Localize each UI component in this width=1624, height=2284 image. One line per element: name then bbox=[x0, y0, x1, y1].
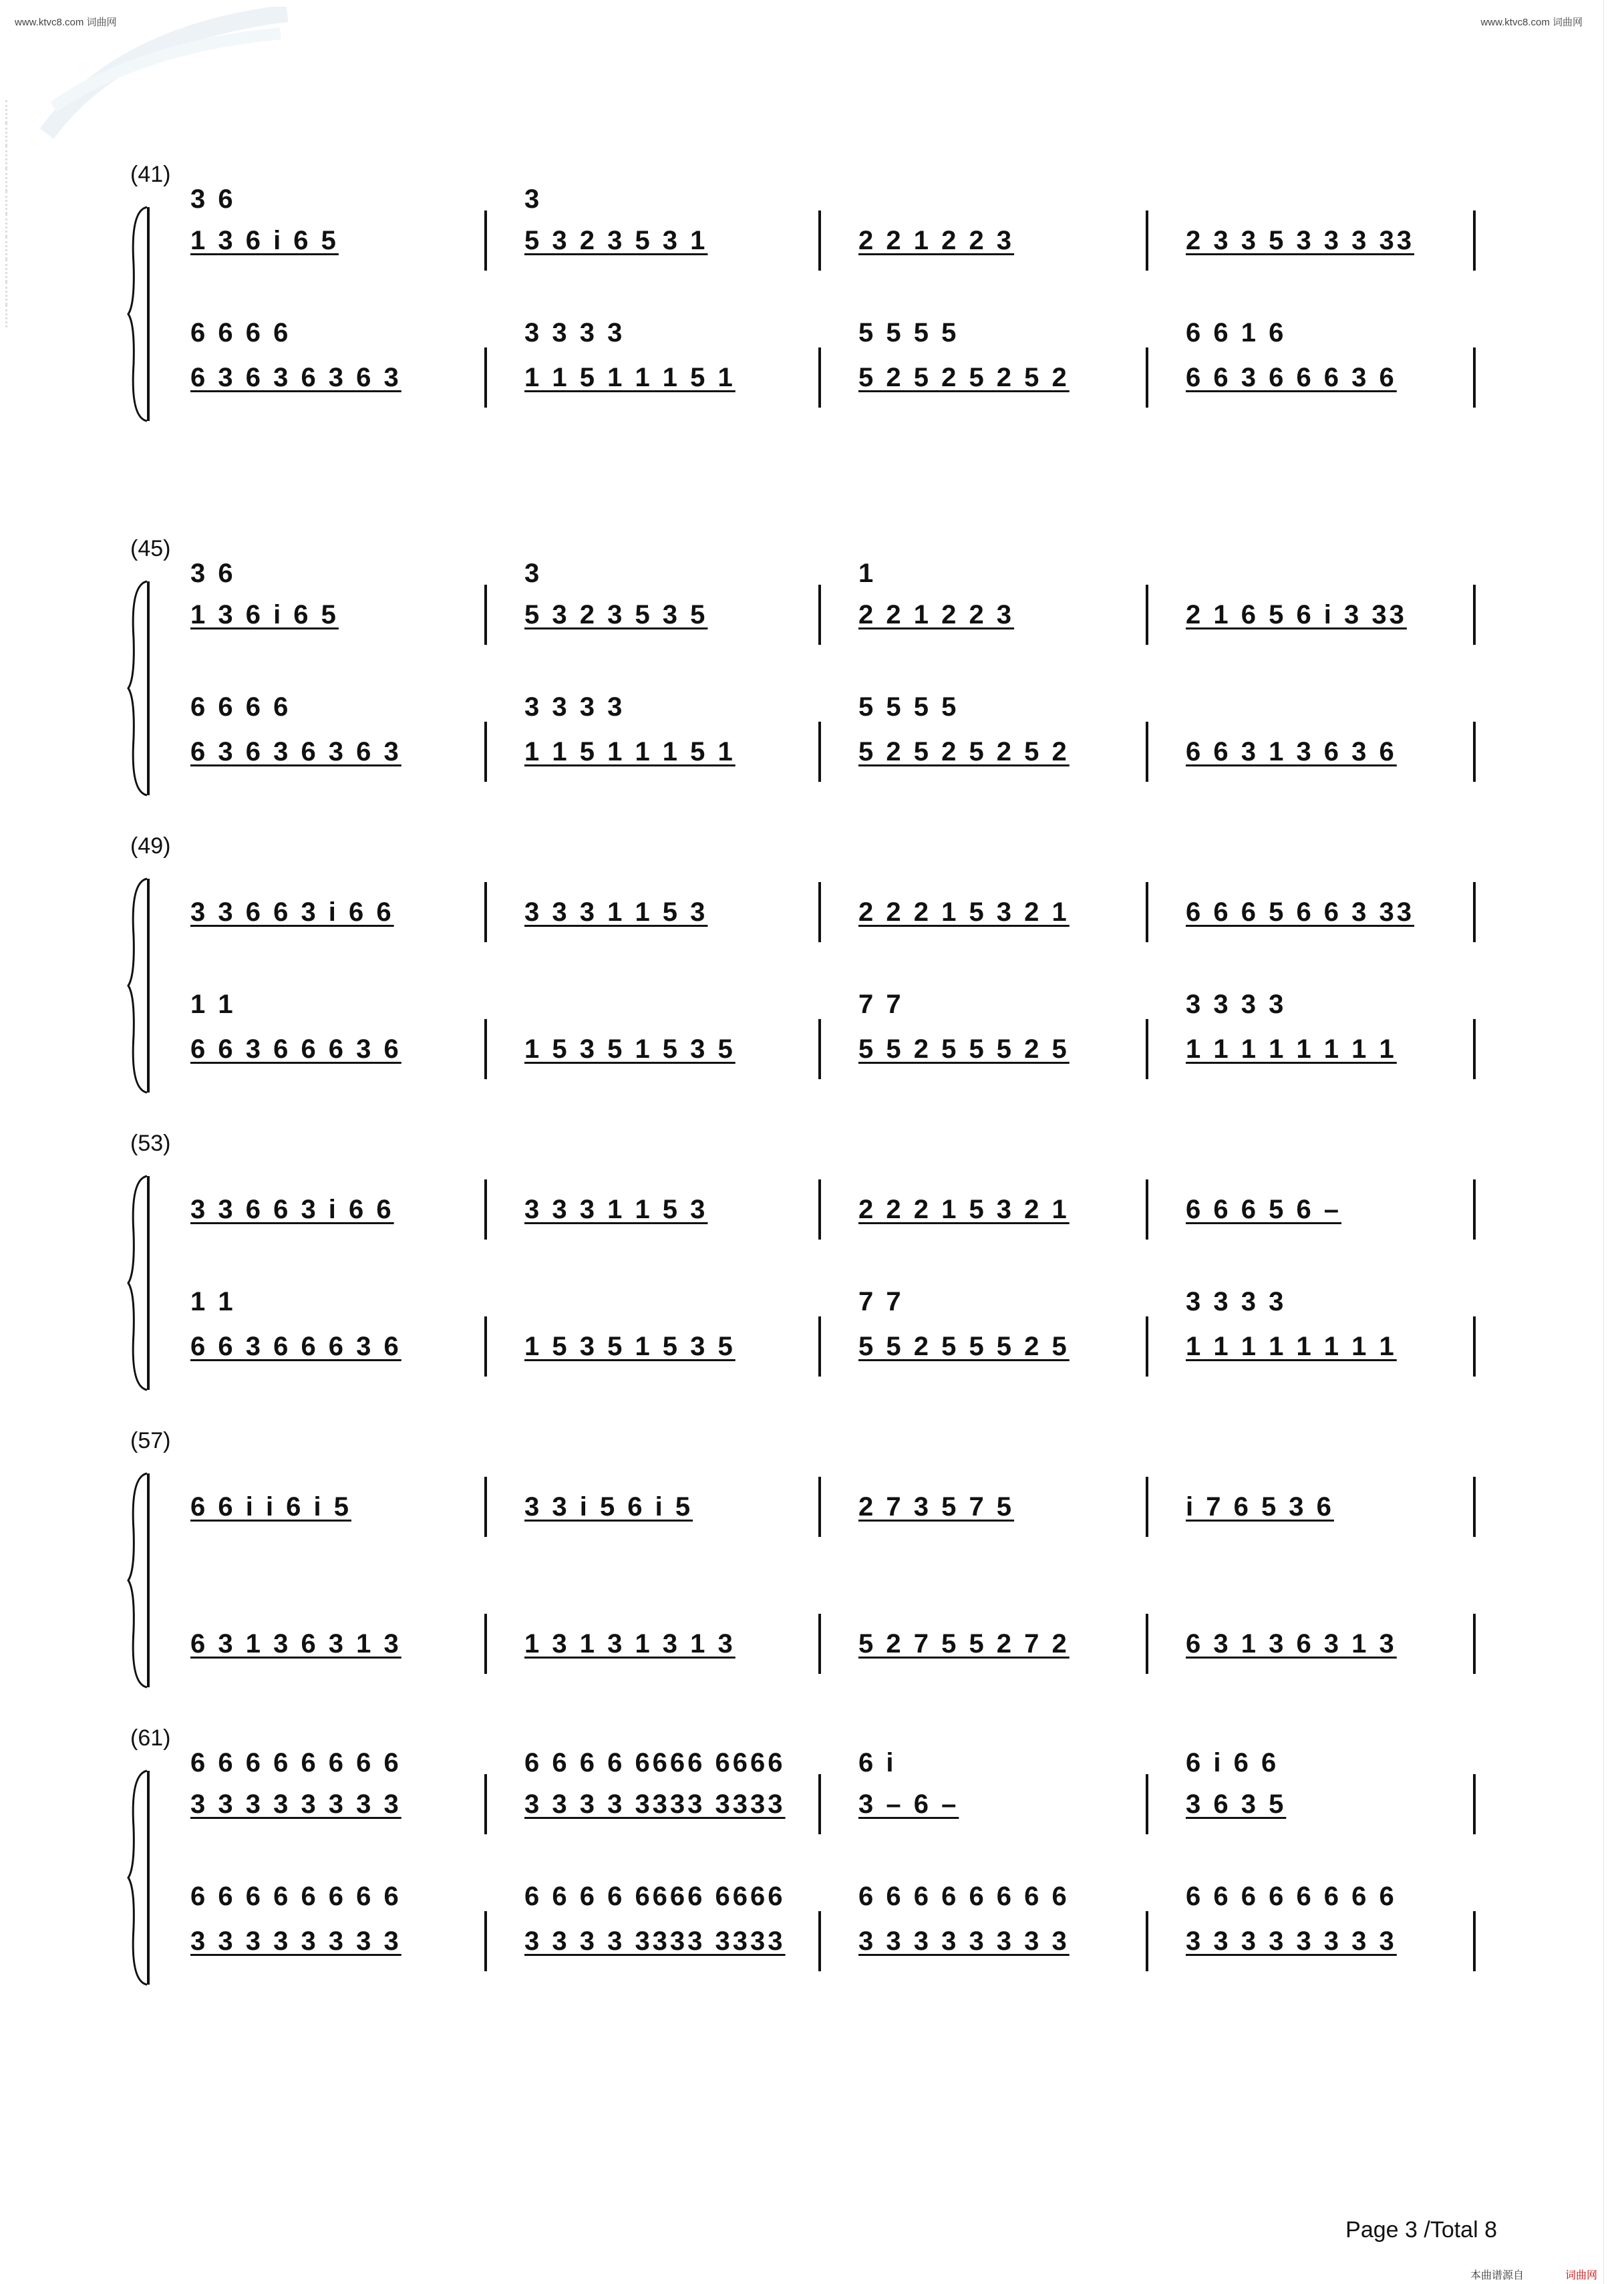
bass-upper-notes: 6 6 6 6 6 6 6 6 bbox=[190, 1882, 401, 1911]
bass-line: 3 3 3 3 3 3 3 3 bbox=[190, 1926, 401, 1956]
bass-line: 6 3 1 3 6 3 1 3 bbox=[190, 1629, 401, 1659]
source-label: 本曲谱源自 bbox=[1470, 2270, 1524, 2281]
bass-line: 3 3 3 3 3333 3333 bbox=[524, 1926, 786, 1956]
bass-line: 1 5 3 5 1 5 3 5 bbox=[524, 1332, 736, 1361]
barline bbox=[1473, 1316, 1476, 1377]
score-system bbox=[130, 1131, 1500, 1403]
treble-line: 3 3 3 1 1 5 3 bbox=[524, 897, 708, 927]
barline bbox=[818, 1179, 821, 1240]
bass-line: 6 6 3 6 6 6 3 6 bbox=[190, 1034, 401, 1064]
treble-upper-notes: 3 bbox=[524, 184, 542, 214]
measure-number: (49) bbox=[130, 833, 171, 859]
treble-line: 1 3 6 i 6 5 bbox=[190, 600, 339, 629]
bass-upper-notes: 3 3 3 3 bbox=[524, 692, 625, 722]
left-margin-watermark bbox=[1, 100, 12, 2184]
bass-line: 1 1 1 1 1 1 1 1 bbox=[1186, 1034, 1397, 1064]
bass-line: 6 6 3 6 6 6 3 6 bbox=[190, 1332, 401, 1361]
treble-line: 3 3 6 6 3 i 6 6 bbox=[190, 897, 394, 927]
treble-line: 5 3 2 3 5 3 1 bbox=[524, 226, 708, 255]
treble-line: 2 3 3 5 3 3 3 33 bbox=[1186, 226, 1415, 255]
barline bbox=[1146, 347, 1148, 408]
measure-number: (45) bbox=[130, 536, 171, 561]
bass-line: 5 5 2 5 5 5 2 5 bbox=[858, 1034, 1070, 1064]
barline bbox=[1146, 1614, 1148, 1674]
barline bbox=[484, 882, 487, 942]
treble-line: 6 6 6 5 6 6 3 33 bbox=[1186, 897, 1415, 927]
treble-line: 3 3 3 1 1 5 3 bbox=[524, 1195, 708, 1224]
barline bbox=[1473, 1477, 1476, 1537]
treble-line: 6 6 6 5 6 – bbox=[1186, 1195, 1342, 1224]
barline bbox=[818, 722, 821, 782]
score-system bbox=[130, 1725, 1500, 1998]
bass-line: 5 2 7 5 5 2 7 2 bbox=[858, 1629, 1070, 1659]
barline bbox=[484, 1614, 487, 1674]
system-brace bbox=[127, 1173, 154, 1393]
bass-upper-notes: 5 5 5 5 bbox=[858, 318, 959, 347]
bass-upper-notes: 6 6 6 6 6666 6666 bbox=[524, 1882, 786, 1911]
barline bbox=[818, 1316, 821, 1377]
barline bbox=[1146, 1019, 1148, 1079]
treble-line: 1 3 6 i 6 5 bbox=[190, 226, 339, 255]
bass-upper-notes: 7 7 bbox=[858, 1287, 904, 1316]
bass-line: 1 1 5 1 1 1 5 1 bbox=[524, 363, 736, 392]
bass-upper-notes: 1 1 bbox=[190, 1287, 236, 1316]
measure-number: (41) bbox=[130, 162, 171, 187]
barline bbox=[1146, 1774, 1148, 1834]
bass-upper-notes: 3 3 3 3 bbox=[1186, 990, 1287, 1019]
bass-upper-notes: 5 5 5 5 bbox=[858, 692, 959, 722]
barline bbox=[484, 585, 487, 645]
barline bbox=[1473, 585, 1476, 645]
barline bbox=[1473, 1179, 1476, 1240]
barline bbox=[818, 1614, 821, 1674]
barline bbox=[1473, 1614, 1476, 1674]
treble-upper-notes: 6 6 6 6 6 6 6 6 bbox=[190, 1748, 401, 1777]
barline bbox=[1473, 1774, 1476, 1834]
barline bbox=[1473, 1019, 1476, 1079]
treble-line: 3 6 3 5 bbox=[1186, 1790, 1287, 1819]
watermark-decoration bbox=[40, 7, 294, 140]
bass-upper-notes: 3 3 3 3 bbox=[524, 318, 625, 347]
system-brace bbox=[127, 875, 154, 1096]
bass-upper-notes: 6 6 6 6 bbox=[190, 318, 291, 347]
barline bbox=[1146, 1477, 1148, 1537]
barline bbox=[1473, 722, 1476, 782]
barline bbox=[484, 210, 487, 271]
treble-line: 3 3 6 6 3 i 6 6 bbox=[190, 1195, 394, 1224]
system-brace bbox=[127, 1470, 154, 1691]
system-brace bbox=[127, 1767, 154, 1988]
bass-line: 6 6 3 1 3 6 3 6 bbox=[1186, 737, 1397, 766]
measure-number: (61) bbox=[130, 1725, 171, 1751]
bass-line: 6 6 3 6 6 6 3 6 bbox=[1186, 363, 1397, 392]
barline bbox=[1146, 585, 1148, 645]
barline bbox=[818, 1911, 821, 1971]
barline bbox=[818, 882, 821, 942]
barline bbox=[818, 1019, 821, 1079]
treble-line: 2 2 1 2 2 3 bbox=[858, 226, 1015, 255]
barline bbox=[1473, 1911, 1476, 1971]
barline bbox=[484, 1019, 487, 1079]
score-system bbox=[130, 536, 1500, 809]
bass-upper-notes: 6 6 1 6 bbox=[1186, 318, 1287, 347]
score-system bbox=[130, 162, 1500, 434]
bass-upper-notes: 6 6 6 6 6 6 6 6 bbox=[858, 1882, 1070, 1911]
bass-line: 5 2 5 2 5 2 5 2 bbox=[858, 363, 1070, 392]
treble-line: 3 3 3 3 3 3 3 3 bbox=[190, 1790, 401, 1819]
treble-upper-notes: 3 6 bbox=[190, 559, 236, 588]
treble-upper-notes: 6 i 6 6 bbox=[1186, 1748, 1279, 1777]
treble-line: 3 3 i 5 6 i 5 bbox=[524, 1492, 693, 1522]
treble-line: 5 3 2 3 5 3 5 bbox=[524, 600, 708, 629]
brand-label: 词曲网 bbox=[1565, 2270, 1597, 2281]
barline bbox=[484, 1179, 487, 1240]
bass-upper-notes: 6 6 6 6 bbox=[190, 692, 291, 722]
bass-upper-notes: 7 7 bbox=[858, 990, 904, 1019]
site-header-left: www.ktvc8.com 词曲网 bbox=[15, 17, 117, 28]
treble-line: 3 – 6 – bbox=[858, 1790, 959, 1819]
score-system bbox=[130, 1428, 1500, 1701]
page-indicator: Page 3 /Total 8 bbox=[1345, 2217, 1497, 2243]
bass-line: 1 3 1 3 1 3 1 3 bbox=[524, 1629, 736, 1659]
barline bbox=[484, 1316, 487, 1377]
barline bbox=[818, 210, 821, 271]
bass-line: 5 2 5 2 5 2 5 2 bbox=[858, 737, 1070, 766]
barline bbox=[1146, 1316, 1148, 1377]
bass-line: 5 5 2 5 5 5 2 5 bbox=[858, 1332, 1070, 1361]
treble-line: 2 2 2 1 5 3 2 1 bbox=[858, 1195, 1070, 1224]
treble-line: 3 3 3 3 3333 3333 bbox=[524, 1790, 786, 1819]
barline bbox=[1473, 210, 1476, 271]
barline bbox=[818, 585, 821, 645]
bass-line: 1 1 5 1 1 1 5 1 bbox=[524, 737, 736, 766]
barline bbox=[1473, 347, 1476, 408]
treble-line: 2 2 2 1 5 3 2 1 bbox=[858, 897, 1070, 927]
measure-number: (53) bbox=[130, 1131, 171, 1156]
barline bbox=[1146, 882, 1148, 942]
bass-line: 1 1 1 1 1 1 1 1 bbox=[1186, 1332, 1397, 1361]
barline bbox=[484, 1477, 487, 1537]
barline bbox=[818, 347, 821, 408]
score-system bbox=[130, 833, 1500, 1106]
treble-line: 2 7 3 5 7 5 bbox=[858, 1492, 1015, 1522]
barline bbox=[484, 347, 487, 408]
bass-line: 6 3 6 3 6 3 6 3 bbox=[190, 737, 401, 766]
bass-upper-notes: 3 3 3 3 bbox=[1186, 1287, 1287, 1316]
treble-line: 2 1 6 5 6 i 3 33 bbox=[1186, 600, 1407, 629]
barline bbox=[818, 1477, 821, 1537]
barline bbox=[484, 722, 487, 782]
bass-line: 6 3 6 3 6 3 6 3 bbox=[190, 363, 401, 392]
barline bbox=[1146, 1911, 1148, 1971]
system-brace bbox=[127, 578, 154, 799]
treble-upper-notes: 3 6 bbox=[190, 184, 236, 214]
barline bbox=[1146, 1179, 1148, 1240]
system-brace bbox=[127, 204, 154, 424]
barline bbox=[1146, 722, 1148, 782]
barline bbox=[1473, 882, 1476, 942]
bass-line: 3 3 3 3 3 3 3 3 bbox=[1186, 1926, 1397, 1956]
bass-line: 6 3 1 3 6 3 1 3 bbox=[1186, 1629, 1397, 1659]
measure-number: (57) bbox=[130, 1428, 171, 1453]
bass-line: 1 5 3 5 1 5 3 5 bbox=[524, 1034, 736, 1064]
treble-line: i 7 6 5 3 6 bbox=[1186, 1492, 1334, 1522]
barline bbox=[818, 1774, 821, 1834]
treble-line: 2 2 1 2 2 3 bbox=[858, 600, 1015, 629]
bass-upper-notes: 1 1 bbox=[190, 990, 236, 1019]
treble-line: 6 6 i i 6 i 5 bbox=[190, 1492, 352, 1522]
bass-upper-notes: 6 6 6 6 6 6 6 6 bbox=[1186, 1882, 1397, 1911]
treble-upper-notes: 6 6 6 6 6666 6666 bbox=[524, 1748, 786, 1777]
barline bbox=[1146, 210, 1148, 271]
barline bbox=[484, 1774, 487, 1834]
right-page-edge bbox=[1603, 0, 1604, 2284]
bass-line: 3 3 3 3 3 3 3 3 bbox=[858, 1926, 1070, 1956]
treble-upper-notes: 6 i bbox=[858, 1748, 897, 1777]
site-header-right: www.ktvc8.com 词曲网 bbox=[1480, 17, 1583, 28]
barline bbox=[484, 1911, 487, 1971]
treble-upper-notes: 3 bbox=[524, 559, 542, 588]
treble-upper-notes: 1 bbox=[858, 559, 876, 588]
